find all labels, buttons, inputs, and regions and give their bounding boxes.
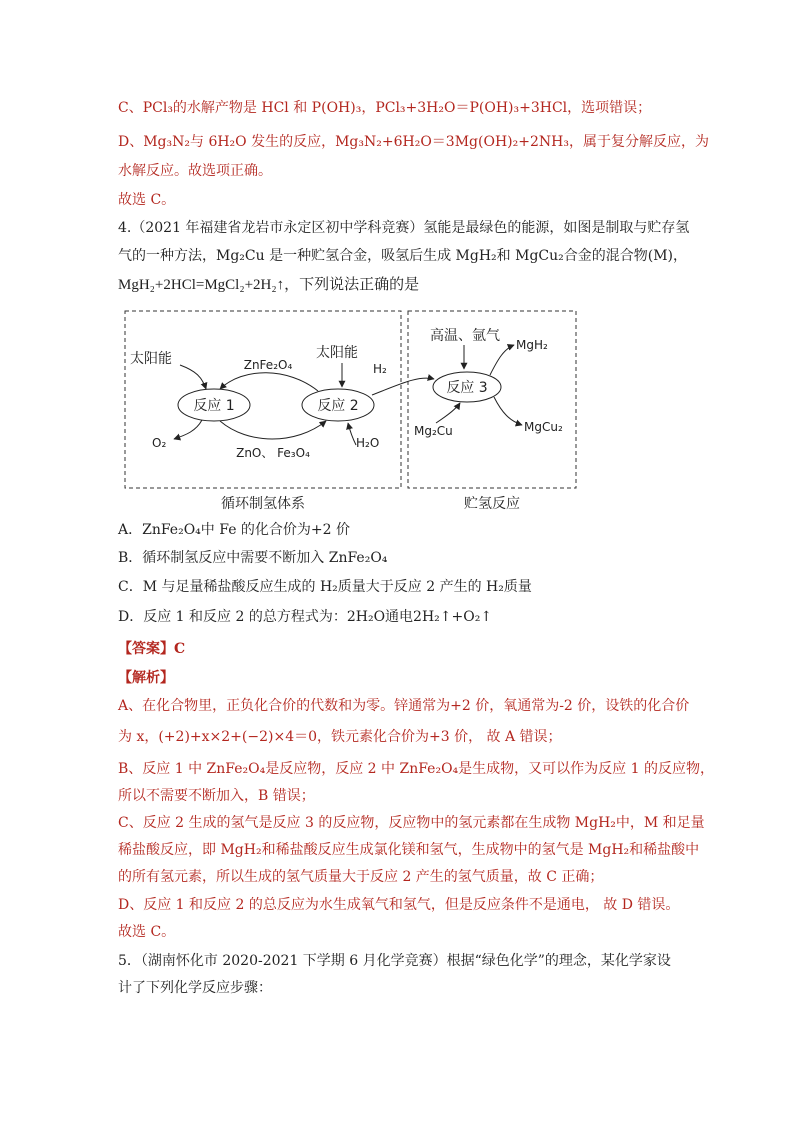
- analysis-c-line2: 稀盐酸反应，即 MgH₂和稀盐酸反应生成氯化镁和氢气，生成物中的氢气是 MgH₂和稀盐酸中: [118, 842, 700, 858]
- choose-prev: 故选 C。: [118, 192, 176, 208]
- arrow-1-to-2: [220, 421, 326, 439]
- h2o-label: H₂O: [356, 436, 380, 450]
- reaction-1-label: 反应 1: [193, 398, 235, 414]
- reaction-diagram: [118, 305, 580, 515]
- answer-label: 【答案】C: [118, 641, 186, 657]
- analysis-a-line1: A、在化合物里，正负化合价的代数和为零。锌通常为+2 价，氧通常为-2 价，设铁的化合价: [118, 698, 690, 714]
- mg2cu-arrow: [436, 403, 460, 423]
- question-5-line2: 计了下列化学反应步骤：: [118, 980, 272, 996]
- option-b: B．循环制氢反应中需要不断加入 ZnFe₂O₄: [118, 550, 388, 566]
- right-box-caption: 贮氢反应: [464, 496, 520, 512]
- high-temp-label: 高温、氩气: [430, 328, 500, 344]
- option-d-prev-line2: 水解反应。故选项正确。: [118, 163, 272, 179]
- analysis-b-line1: B、反应 1 中 ZnFe₂O₄是反应物，反应 2 中 ZnFe₂O₄是生成物，又可以作为反应 1 的反应物，: [118, 761, 714, 777]
- question-4-line3: MgH₂+2HCl=MgCl₂+2H₂↑，下列说法正确的是: [118, 277, 420, 293]
- mgcu2-arrow: [494, 397, 522, 425]
- o2-label: O₂: [152, 436, 167, 450]
- question-5-line1: 5．（湖南怀化市 2020-2021 下学期 6 月化学竞赛）根据“绿色化学”的理念，某化学家设: [118, 953, 671, 969]
- solar-left-label: 太阳能: [130, 351, 172, 367]
- analysis-label: 【解析】: [118, 670, 174, 686]
- solar-left-arrow: [180, 365, 206, 389]
- question-4-line2: 气的一种方法，Mg₂Cu 是一种贮氢合金，吸氢后生成 MgH₂和 MgCu₂合金的混合物(M)，: [118, 248, 688, 264]
- analysis-c-line3: 的所有氢元素，所以生成的氢气质量大于反应 2 产生的氢气质量，故 C 正确；: [118, 869, 604, 885]
- znfe2o4-label: ZnFe₂O₄: [243, 358, 293, 372]
- option-d-prev-line1: D、Mg₃N₂与 6H₂O 发生的反应，Mg₃N₂+6H₂O＝3Mg(OH)₂+2NH₃，属于复分解反应，为: [118, 134, 709, 150]
- option-c-prev: C、PCl₃的水解产物是 HCl 和 P(OH)₃，PCl₃+3H₂O＝P(OH)₃+3HCl，选项错误；: [118, 100, 652, 116]
- cycle-system-box: [125, 311, 401, 488]
- solar-mid-label: 太阳能: [316, 345, 358, 361]
- left-box-caption: 循环制氢体系: [221, 496, 305, 512]
- analysis-a-line2: 为 x，(+2)+x×2+(−2)×4＝0，铁元素化合价为+3 价， 故 A 错误；: [118, 729, 562, 745]
- o2-arrow: [174, 420, 202, 439]
- mg2cu-label: Mg₂Cu: [414, 424, 453, 438]
- h2o-arrow: [348, 423, 356, 445]
- analysis-d-line1: D、反应 1 和反应 2 的总反应为水生成氧气和氢气，但是反应条件不是通电， 故 D 错误。: [118, 897, 680, 913]
- choose-answer: 故选 C。: [118, 924, 176, 940]
- zno-fe3o4-label: ZnO、 Fe₃O₄: [236, 446, 310, 460]
- reaction-3-label: 反应 3: [446, 380, 488, 396]
- h2-label: H₂: [373, 362, 387, 376]
- arrow-2-to-1: [220, 373, 318, 391]
- question-4-line1: 4.（2021 年福建省龙岩市永定区初中学科竞赛）氢能是最绿色的能源，如图是制取与贮存氢: [118, 220, 690, 236]
- mgh2-arrow: [490, 345, 514, 375]
- option-c: C．M 与足量稀盐酸反应生成的 H₂质量大于反应 2 产生的 H₂质量: [118, 579, 532, 595]
- option-d: D．反应 1 和反应 2 的总方程式为：2H₂O通电2H₂↑+O₂↑: [118, 609, 493, 625]
- reaction-2-label: 反应 2: [317, 398, 359, 414]
- mgcu2-label: MgCu₂: [524, 420, 563, 434]
- analysis-b-line2: 所以不需要不断加入，B 错误；: [118, 788, 315, 804]
- mgh2-label: MgH₂: [516, 338, 548, 352]
- analysis-c-line1: C、反应 2 生成的氢气是反应 3 的反应物，反应物中的氢元素都在生成物 MgH₂中，M 和足量: [118, 815, 705, 831]
- h2-arrow: [372, 378, 434, 395]
- option-a: A．ZnFe₂O₄中 Fe 的化合价为+2 价: [118, 522, 351, 538]
